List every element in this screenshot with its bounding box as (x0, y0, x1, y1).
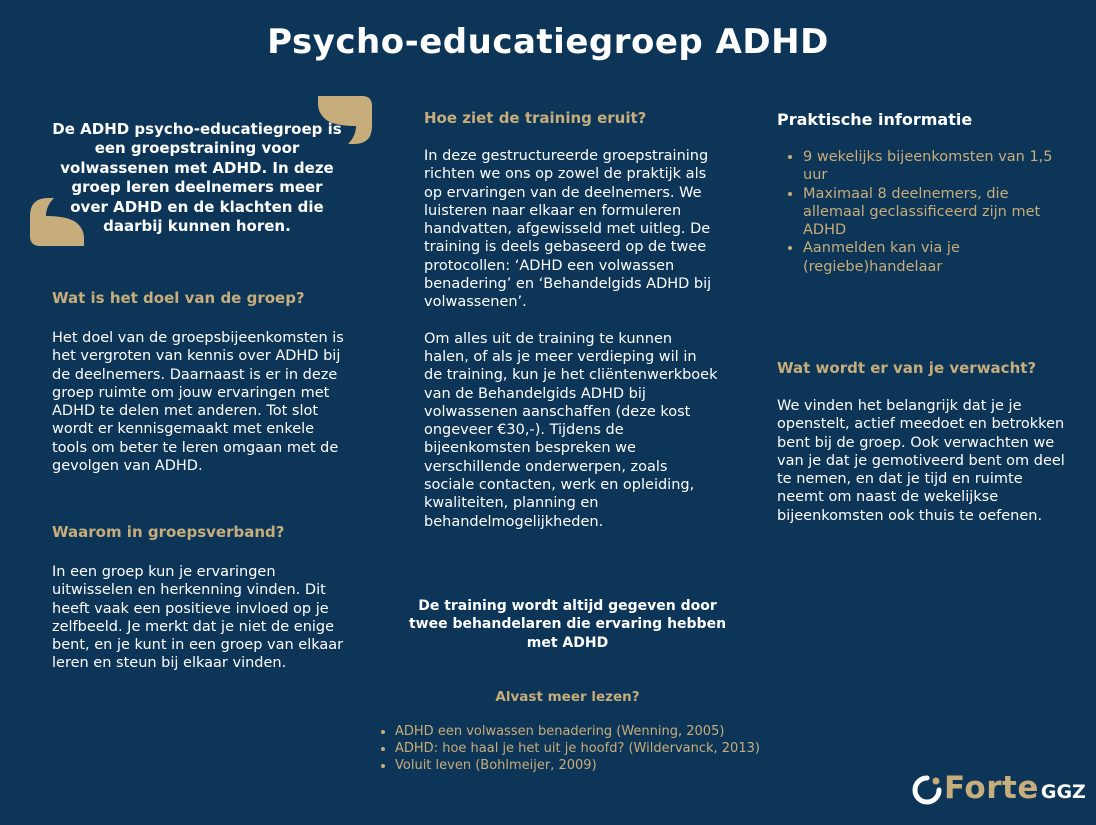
logo-word: Forte (944, 770, 1039, 806)
training-section (424, 109, 719, 531)
intro-quote: De ADHD psycho-educatiegroep is een groepstraining voor volwassenen met ADHD. In deze groep leren deelnemers meer over ADHD en de klachten die daarbij kunnen horen. (52, 120, 342, 236)
expect-text: We vinden het belangrijk dat je je openstelt, actief meedoet en betrokken bent bij de groep. Ook verwachten we van je dat je gemotiveerd bent om deel te nemen, en dat je tijd en ruimte neemt om naast de wekelijkse bijeenkomsten ook thuis te oefenen. (777, 398, 1065, 524)
read-list (370, 723, 790, 774)
group-heading: Waarom in groepsverband? (52, 523, 285, 541)
read-list-wrap (370, 723, 790, 774)
read-item: • ADHD een volwassen benadering (Wenning, 2005) (395, 723, 790, 740)
info-item: • Aanmelden kan via je (regiebe)handelaar (803, 239, 1067, 276)
forte-ggz-logo (912, 770, 1086, 810)
read-item: • ADHD: hoe haal je het uit je hoofd? (Wildervanck, 2013) (395, 740, 790, 757)
goal-section (52, 289, 352, 475)
info-heading: Praktische informatie (777, 110, 973, 129)
expect-section (777, 359, 1069, 525)
group-text: In een groep kun je ervaringen uitwisselen en herkenning vinden. Dit heeft vaak een positieve invloed op je zelfbeeld. Je merkt dat je niet de enige bent, en je kunt in een groep van elkaar leren en steun bij elkaar vinden. (52, 564, 344, 672)
read-heading-wrap (400, 689, 735, 705)
read-item: • Voluit leven (Bohlmeijer, 2009) (395, 757, 790, 774)
info-section (777, 110, 1067, 276)
trainers-callout: De training wordt altijd gegeven door twee behandelaren die ervaring hebben met ADHD (408, 598, 727, 651)
page-title: Psycho-educatiegroep ADHD (267, 22, 829, 62)
goal-heading: Wat is het doel van de groep? (52, 289, 305, 307)
logo-suffix: GGZ (1040, 781, 1086, 803)
logo-ring-icon (912, 775, 942, 805)
info-list (777, 148, 1067, 276)
info-item: • 9 wekelijks bijeenkomsten van 1,5 uur (803, 148, 1067, 185)
read-heading: Alvast meer lezen? (495, 689, 640, 705)
info-item: • Maximaal 8 deelnemers, die allemaal geclassificeerd zijn met ADHD (803, 185, 1067, 240)
group-section (52, 523, 352, 673)
training-heading: Hoe ziet de training eruit? (424, 109, 647, 127)
training-text-2: Om alles uit de training te kunnen halen, of als je meer verdieping wil in de training, kun je het cliëntenwerkboek van de Behandelgids ADHD bij volwassenen aanschaffen (deze kost ongeveer €30,-). Tijdens de bijeenkomsten bespreken we verschillende onderwerpen, zoals sociale contacten, werk en opleiding, kwaliteiten, planning en behandelmogelijkheden. (424, 330, 718, 530)
expect-heading: Wat wordt er van je verwacht? (777, 359, 1037, 377)
goal-text: Het doel van de groepsbijeenkomsten is het vergroten van kennis over ADHD bij de deelnemers. Daarnaast is er in deze groep ruimte om jouw ervaringen met ADHD te delen met anderen. Tot slot wordt er kennisgemaakt met enkele tools om beter te leren omgaan met de gevolgen van ADHD. (52, 330, 344, 475)
training-text-1: In deze gestructureerde groepstraining richten we ons op zowel de praktijk als op ervaringen van de deelnemers. We luisteren naar elkaar en formuleren handvatten, afgewisseld met uitleg. De training is deels gebaseerd op de twee protocollen: ‘ADHD een volwassen benadering’ en ‘Behandelgids ADHD bij volwassenen’. (424, 148, 712, 311)
